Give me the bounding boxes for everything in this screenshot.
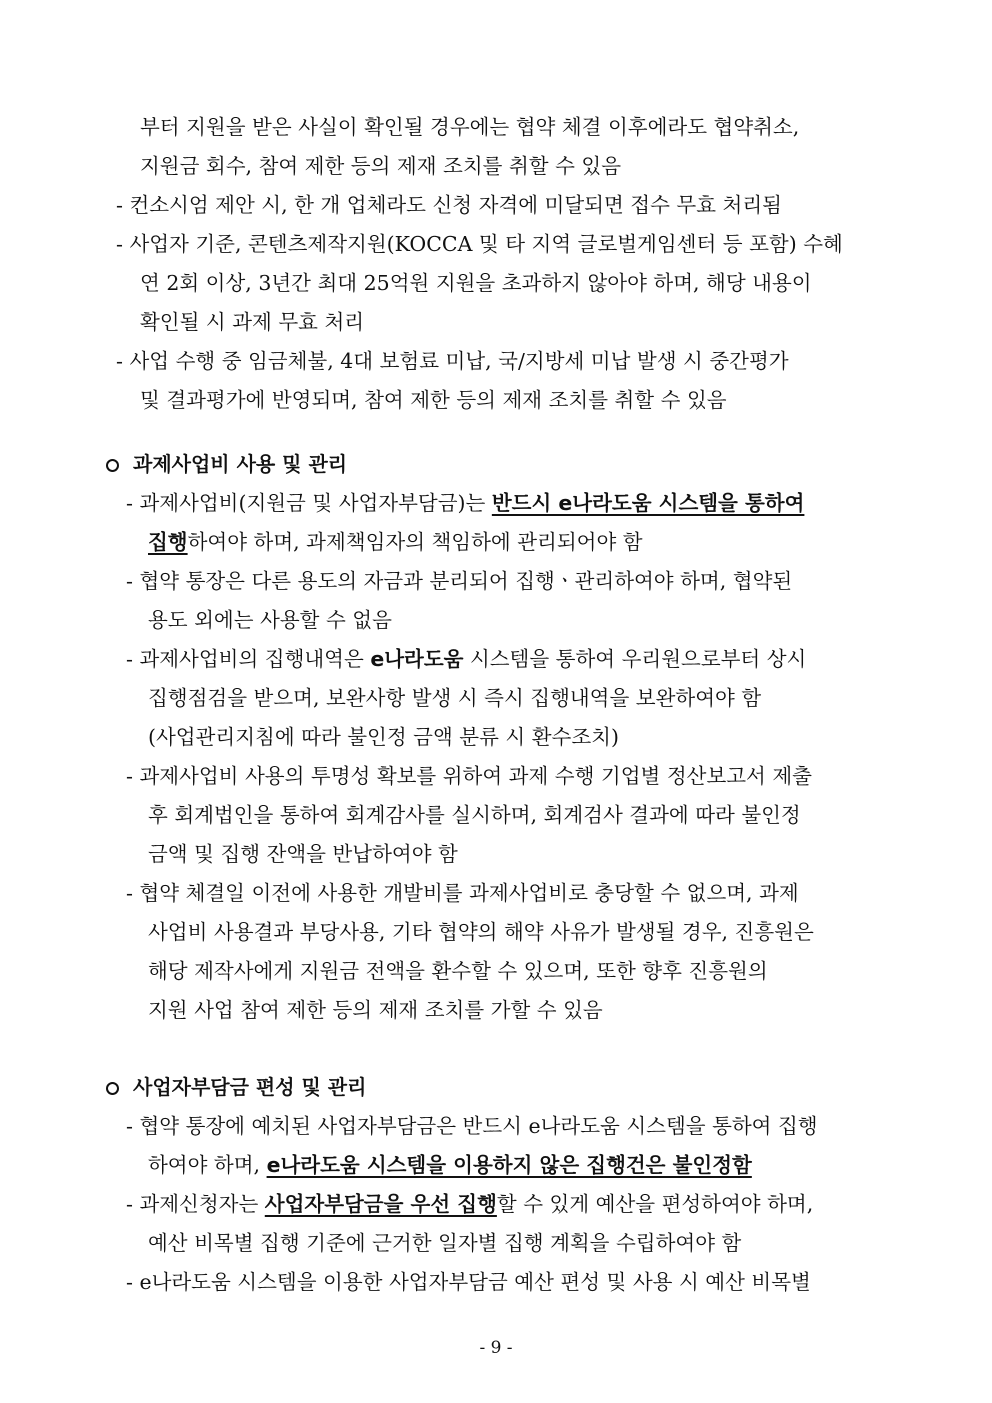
emphasis-text: 반드시 e나라도움 시스템을 통하여 (491, 491, 805, 515)
bullet-item: - 협약 통장은 다른 용도의 자금과 분리되어 집행ㆍ관리하여야 하며, 협약된 (126, 569, 793, 593)
bullet-item: - 협약 통장에 예치된 사업자부담금은 반드시 e나라도움 시스템을 통하여 집행 (126, 1114, 818, 1138)
section-heading-text: 사업자부담금 편성 및 관리 (133, 1075, 367, 1099)
text-line: 집행점검을 받으며, 보완사항 발생 시 즉시 집행내역을 보완하여야 함 (148, 686, 762, 710)
text-line: 지원금 회수, 참여 제한 등의 제재 조치를 취할 수 있음 (140, 154, 622, 178)
text-line: 후 회계법인을 통하여 회계감사를 실시하며, 회계검사 결과에 따라 불인정 (148, 803, 801, 827)
bullet-item: - e나라도움 시스템을 이용한 사업자부담금 예산 편성 및 사용 시 예산 비목별 (126, 1270, 811, 1294)
text-line: 및 결과평가에 반영되며, 참여 제한 등의 제재 조치를 취할 수 있음 (140, 388, 727, 412)
text-line: 지원 사업 참여 제한 등의 제재 조치를 가할 수 있음 (148, 998, 603, 1022)
text-line: 용도 외에는 사용할 수 없음 (148, 608, 392, 632)
text-line: 사업비 사용결과 부당사용, 기타 협약의 해약 사유가 발생될 경우, 진흥원은 (148, 920, 814, 944)
emphasis-text: e나라도움 시스템을 이용하지 않은 집행건은 불인정함 (266, 1153, 752, 1177)
bullet-item: - 과제사업비(지원금 및 사업자부담금)는 반드시 e나라도움 시스템을 통하여 (126, 491, 805, 515)
text-line: 집행하여야 하며, 과제책임자의 책임하에 관리되어야 함 (148, 530, 643, 554)
circle-bullet-icon (106, 459, 119, 472)
text-line: 해당 제작사에게 지원금 전액을 환수할 수 있으며, 또한 향후 진흥원의 (148, 959, 768, 983)
bullet-item: - 협약 체결일 이전에 사용한 개발비를 과제사업비로 충당할 수 없으며, 과제 (126, 881, 799, 905)
text-line: 하여야 하며, e나라도움 시스템을 이용하지 않은 집행건은 불인정함 (148, 1153, 752, 1177)
text-line: 금액 및 집행 잔액을 반납하여야 함 (148, 842, 458, 866)
text-line: (사업관리지침에 따라 불인정 금액 분류 시 환수조치) (148, 725, 619, 749)
bullet-item: - 사업자 기준, 콘텐츠제작지원(KOCCA 및 타 지역 글로벌게임센터 등 포함) 수혜 (116, 232, 843, 256)
text-line: 부터 지원을 받은 사실이 확인될 경우에는 협약 체결 이후에라도 협약취소, (140, 115, 800, 139)
text-line: 예산 비목별 집행 기준에 근거한 일자별 집행 계획을 수립하여야 함 (148, 1231, 742, 1255)
text-line: 연 2회 이상, 3년간 최대 25억원 지원을 초과하지 않아야 하며, 해당 내용이 (140, 271, 812, 295)
bullet-item: - 사업 수행 중 임금체불, 4대 보험료 미납, 국/지방세 미납 발생 시 중간평가 (116, 349, 789, 373)
bullet-item: - 과제사업비의 집행내역은 e나라도움 시스템을 통하여 우리원으로부터 상시 (126, 647, 807, 671)
section-heading (106, 449, 347, 479)
text-line: 확인될 시 과제 무효 처리 (140, 310, 365, 334)
bullet-item: - 컨소시엄 제안 시, 한 개 업체라도 신청 자격에 미달되면 접수 무효 처리됨 (116, 193, 782, 217)
emphasis-text: 집행 (148, 530, 188, 554)
page-number: - 9 - (479, 1338, 513, 1358)
bullet-item: - 과제신청자는 사업자부담금을 우선 집행할 수 있게 예산을 편성하여야 하며, (126, 1192, 814, 1216)
bullet-item: - 과제사업비 사용의 투명성 확보를 위하여 과제 수행 기업별 정산보고서 제출 (126, 764, 812, 788)
emphasis-text: e나라도움 (370, 647, 464, 671)
circle-bullet-icon (106, 1082, 119, 1095)
section-heading (106, 1072, 366, 1102)
section-heading-text: 과제사업비 사용 및 관리 (133, 452, 348, 476)
emphasis-text: 사업자부담금을 우선 집행 (264, 1192, 497, 1216)
